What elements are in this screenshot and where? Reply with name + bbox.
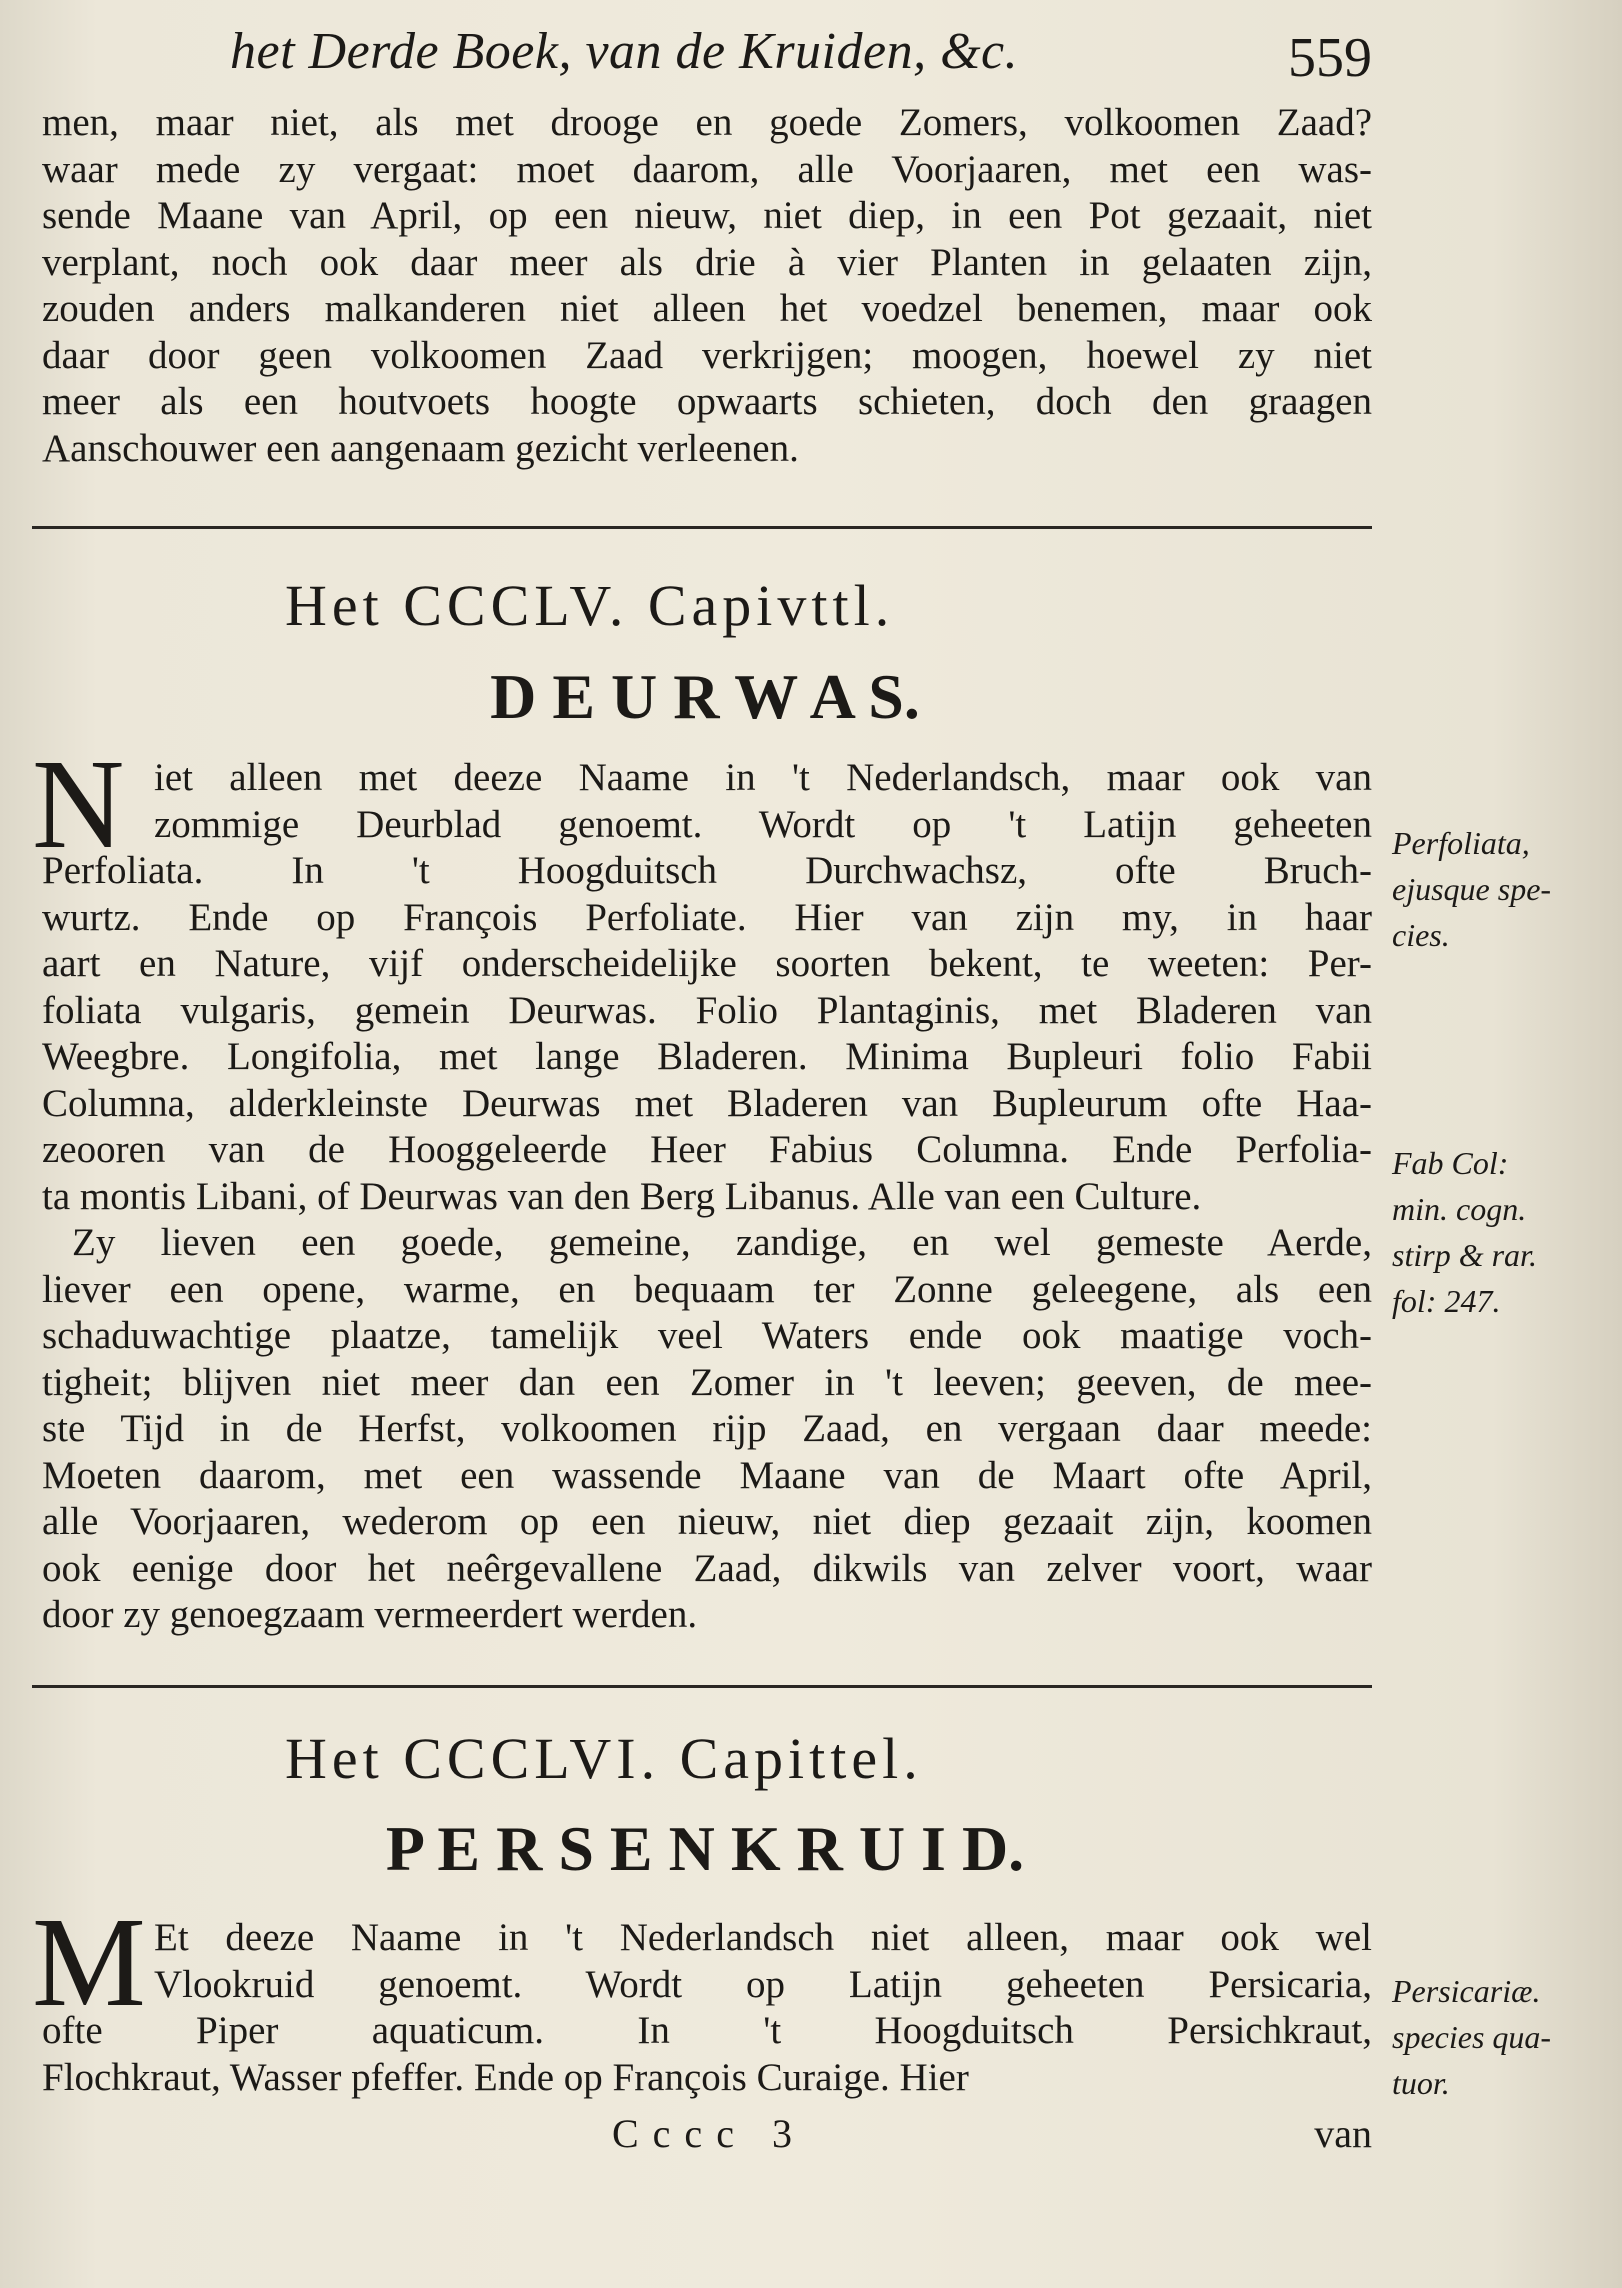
text-line: ste Tijd in de Herfst, volkoomen rijp Zaad, en vergaan daar meede: xyxy=(42,1407,1372,1450)
catchword: van xyxy=(1314,2111,1372,2156)
text-line: alle Voorjaaren, wederom op een nieuw, niet diep gezaait zijn, koomen xyxy=(42,1500,1372,1543)
margin-note-line: tuor. xyxy=(1392,2065,1450,2101)
text-line: foliata vulgaris, gemein Deurwas. Folio Plantaginis, met Bladeren van xyxy=(42,988,1372,1032)
page-number: 559 xyxy=(1288,27,1372,89)
text-line: Perfoliata. In 't Hoogduitsch Durchwachsz, ofte Bruch- xyxy=(42,849,1372,892)
margin-note-line: species qua- xyxy=(1392,2019,1552,2055)
text-line: wurtz. Ende op François Perfoliate. Hier van zijn my, in haar xyxy=(42,895,1372,939)
chapter-355-heading: Het CCCLV. Capivttl. xyxy=(285,573,895,638)
text-line: Et deeze Naame in 't Nederlandsch niet alleen, maar ook wel xyxy=(154,1916,1372,1959)
text-line: iet alleen met deeze Naame in 't Nederlandsch, maar ook van xyxy=(154,756,1372,799)
margin-note-persicaria xyxy=(1392,1968,1592,2106)
margin-note-line: cies. xyxy=(1392,917,1450,953)
text-line: zommige Deurblad genoemt. Wordt op 't Latijn geheeten xyxy=(154,802,1372,846)
text-line: Zy lieven een goede, gemeine, zandige, en wel gemeste Aerde, xyxy=(72,1221,1372,1264)
margin-note-line: fol: 247. xyxy=(1392,1283,1501,1319)
margin-note-fabius-columna xyxy=(1392,1140,1592,1324)
printer-signature: Cccc 3 xyxy=(612,2111,806,2156)
margin-note-perfoliata xyxy=(1392,820,1592,958)
text-line: aart en Nature, vijf onderscheidelijke soorten bekent, te weeten: Per- xyxy=(42,942,1372,985)
margin-note-line: Fab Col: xyxy=(1392,1145,1509,1181)
running-title: het Derde Boek, van de Kruiden, &c. xyxy=(230,23,1019,80)
text-line: schaduwachtige plaatze, tamelijk veel Waters ende ook maatige voch- xyxy=(42,1314,1372,1357)
text-line: zouden anders malkanderen niet alleen het voedzel benemen, maar ook xyxy=(42,287,1372,330)
continuation-text xyxy=(42,100,1372,472)
text-line: Aanschouwer een aangenaam gezicht verleenen. xyxy=(42,426,799,470)
margin-note-line: Perfoliata, xyxy=(1392,825,1530,861)
text-line: sende Maane van April, op een nieuw, niet diep, in een Pot gezaait, niet xyxy=(42,194,1372,237)
text-line: liever een opene, warme, en bequaam ter Zonne geleegene, als een xyxy=(42,1267,1372,1311)
margin-note-line: min. cogn. xyxy=(1392,1191,1527,1227)
text-line: tigheit; blijven niet meer dan een Zomer in 't leeven; geeven, de mee- xyxy=(42,1360,1372,1404)
dropcap-m: M xyxy=(32,1891,146,2033)
chapter-356-paragraph-1 xyxy=(42,1915,1372,2101)
text-line: verplant, noch ook daar meer als drie à vier Planten in gelaaten zijn, xyxy=(42,240,1372,284)
text-line: waar mede zy vergaat: moet daarom, alle Voorjaaren, met een was- xyxy=(42,147,1372,191)
chapter-355-paragraph-2 xyxy=(42,1220,1372,1639)
text-line: daar door geen volkoomen Zaad verkrijgen; moogen, hoewel zy niet xyxy=(42,333,1372,377)
text-line: Moeten daarom, met een wassende Maane van de Maart ofte April, xyxy=(42,1453,1372,1497)
chapter-356-title: P E R S E N K R U I D. xyxy=(385,1813,1025,1884)
dropcap-n: N xyxy=(32,733,125,875)
chapter-355-paragraph-1 xyxy=(42,755,1372,1220)
text-line: door zy genoegzaam vermeerdert werden. xyxy=(42,1593,698,1636)
margin-note-line: stirp & rar. xyxy=(1392,1237,1537,1273)
text-line: Vlookruid genoemt. Wordt op Latijn geheeten Persicaria, xyxy=(154,1962,1372,2006)
text-line: men, maar niet, als met drooge en goede Zomers, volkoomen Zaad? xyxy=(42,101,1372,144)
text-line: Flochkraut, Wasser pfeffer. Ende op François Curaige. Hier xyxy=(42,2055,969,2099)
text-line: ta montis Libani, of Deurwas van den Berg Libanus. Alle van een Culture. xyxy=(42,1174,1202,1218)
text-line: zeooren van de Hooggeleerde Heer Fabius Columna. Ende Perfolia- xyxy=(42,1128,1372,1171)
chapter-356-heading: Het CCCLVI. Capittel. xyxy=(285,1726,923,1791)
chapter-divider-1 xyxy=(32,526,1372,529)
chapter-divider-2 xyxy=(32,1685,1372,1688)
text-line: ook eenige door het neêrgevallene Zaad, dikwils van zelver voort, waar xyxy=(42,1546,1372,1590)
text-line: meer als een houtvoets hoogte opwaarts schieten, doch den graagen xyxy=(42,380,1372,423)
text-line: Columna, alderkleinste Deurwas met Bladeren van Bupleurum ofte Haa- xyxy=(42,1081,1372,1125)
text-line: ofte Piper aquaticum. In 't Hoogduitsch Persichkraut, xyxy=(42,2009,1372,2052)
page-footer xyxy=(42,2110,1372,2160)
margin-note-line: Persicariæ. xyxy=(1392,1973,1541,2009)
text-line: Weegbre. Longifolia, met lange Bladeren. Minima Bupleuri folio Fabii xyxy=(42,1035,1372,1078)
chapter-355-title: D E U R W A S. xyxy=(490,661,920,732)
margin-note-line: ejusque spe- xyxy=(1392,871,1552,907)
